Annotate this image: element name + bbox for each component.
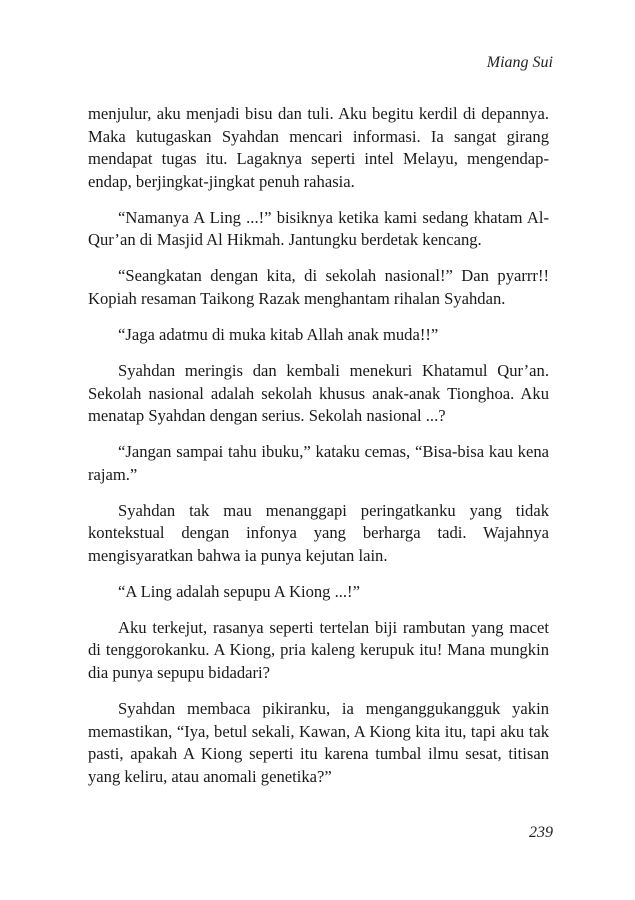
paragraph-10: Syahdan membaca pikiranku, ia menganggukangguk yakin memastikan, “Iya, betul sekali, Kawan, A Kiong kita itu, tapi aku tak pasti, apakah A Kiong seperti itu karena tumbal ilmu sesat, titisan yang keliru, atau anomali genetika?” bbox=[88, 698, 549, 786]
paragraph-3: “Seangkatan dengan kita, di sekolah nasional!” Dan pyarrr!! Kopiah resaman Taikong Razak menghantam rihalan Syahdan. bbox=[88, 266, 549, 308]
paragraph-1: menjulur, aku menjadi bisu dan tuli. Aku begitu kerdil di depannya. Maka kutugaskan Syahdan mencari informasi. Ia sangat girang mendapat tugas itu. Lagaknya seperti intel Melayu, mengendap-endap, berjingkat-jingkat penuh rahasia. bbox=[88, 104, 549, 191]
paragraph-5: Syahdan meringis dan kembali menekuri Khatamul Qur’an. Sekolah nasional adalah sekolah khusus anak-anak Tionghoa. Aku menatap Syahdan dengan serius. Sekolah nasional ...? bbox=[88, 360, 549, 426]
running-header-title: Miang Sui bbox=[486, 54, 553, 71]
paragraph-6: “Jangan sampai tahu ibuku,” kataku cemas, “Bisa-bisa kau kena rajam.” bbox=[88, 442, 549, 484]
paragraph-9: Aku terkejut, rasanya seperti tertelan biji rambutan yang macet di tenggorokanku. A Kiong, pria kaleng kerupuk itu! Mana mungkin dia punya sepupu bidadari? bbox=[88, 617, 549, 682]
paragraph-2: “Namanya A Ling ...!” bisiknya ketika kami sedang khatam Al-Qur’an di Masjid Al Hikmah. Jantungku berdetak kencang. bbox=[88, 207, 549, 250]
body-text bbox=[88, 103, 549, 802]
paragraph-4: “Jaga adatmu di muka kitab Allah anak muda!!” bbox=[118, 324, 439, 344]
page-number: 239 bbox=[529, 824, 553, 841]
paragraph-7: Syahdan tak mau menanggapi peringatkanku yang tidak kontekstual dengan infonya yang berharga tadi. Wajahnya mengisyaratkan bahwa ia punya kejutan lain. bbox=[88, 500, 549, 565]
paragraph-8: “A Ling adalah sepupu A Kiong ...!” bbox=[118, 581, 360, 601]
